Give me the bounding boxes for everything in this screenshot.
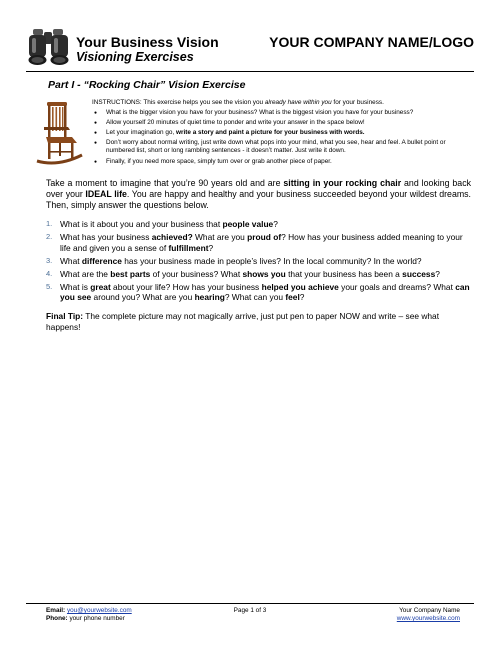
question-number: 2. bbox=[46, 232, 53, 241]
page-header bbox=[26, 26, 474, 70]
questions-list bbox=[46, 219, 471, 305]
question-item: 2. What has your business achieved? What are you proud of? How has your business added meaning to your life and given you a sense of fulfillment? bbox=[46, 232, 463, 253]
question-number: 3. bbox=[46, 255, 53, 265]
instructions-block bbox=[92, 99, 470, 168]
footer-company-name: Your Company Name bbox=[399, 607, 460, 614]
page-number: Page 1 of 3 bbox=[233, 607, 267, 614]
list-item: ● Don’t worry about normal writing, just write down what pops into your mind, what you see, hear and feel. A bullet point or numbered list, short or long rambling sentences - it doesn’t matter. Just write it down. bbox=[92, 139, 470, 156]
rocking-chair-image bbox=[34, 97, 84, 169]
list-item: ● Allow yourself 20 minutes of quiet time to ponder and write your answer in the space below! bbox=[92, 119, 470, 128]
email-link[interactable]: you@yourwebsite.com bbox=[66, 607, 132, 614]
intro-paragraph: Take a moment to imagine that you’re 90 years old and are sitting in your rocking chair and looking back over your IDEAL life. You are happy and healthy and your business succeeded beyond your wildest dreams. Then, simply answer the questions below. bbox=[46, 178, 472, 210]
list-item: ● What is the bigger vision you have for your business? What is the biggest vision you have for your business? bbox=[92, 109, 470, 118]
footer-company bbox=[397, 607, 460, 623]
list-item: ● Finally, if you need more space, simply turn over or grab another piece of paper. bbox=[92, 158, 470, 167]
document-subtitle: Visioning Exercises bbox=[76, 50, 194, 64]
question-number: 4. bbox=[46, 268, 53, 278]
website-link[interactable]: www.yourwebsite.com bbox=[396, 615, 460, 622]
binoculars-icon bbox=[26, 26, 72, 66]
question-item: 5. What is great about your life? How has your business helped you achieve your goals and dreams? What can you see around you? What are you hearing? What can you feel? bbox=[46, 281, 470, 302]
question-item: 4. What are the best parts of your business? What shows you that your business has been a success? bbox=[46, 268, 440, 279]
list-item: ● Let your imagination go, write a story and paint a picture for your business with words. bbox=[92, 129, 470, 138]
final-tip: Final Tip: The complete picture may not magically arrive, just put pen to paper NOW and write – see what happens! bbox=[46, 311, 440, 332]
question-number: 5. bbox=[46, 281, 53, 291]
footer-divider bbox=[26, 603, 474, 604]
header-divider bbox=[26, 71, 474, 72]
question-item: 3. What difference has your business made in people’s lives? In the local community? In the world? bbox=[46, 255, 422, 266]
section-title: Part I - “Rocking Chair” Vision Exercise bbox=[48, 79, 246, 91]
phone-number: your phone number bbox=[69, 615, 125, 622]
company-logo-text: YOUR COMPANY NAME/LOGO bbox=[269, 34, 474, 50]
instructions-list bbox=[92, 109, 470, 167]
question-item: 1. What is it about you and your business that people value? bbox=[46, 219, 278, 229]
instructions-lead: INSTRUCTIONS: This exercise helps you see the vision you already have within you for your business. bbox=[92, 99, 384, 106]
footer-contact: Email: you@yourwebsite.com Phone: your phone number bbox=[46, 607, 132, 622]
question-number: 1. bbox=[46, 219, 53, 228]
document-title: Your Business Vision bbox=[76, 34, 219, 50]
